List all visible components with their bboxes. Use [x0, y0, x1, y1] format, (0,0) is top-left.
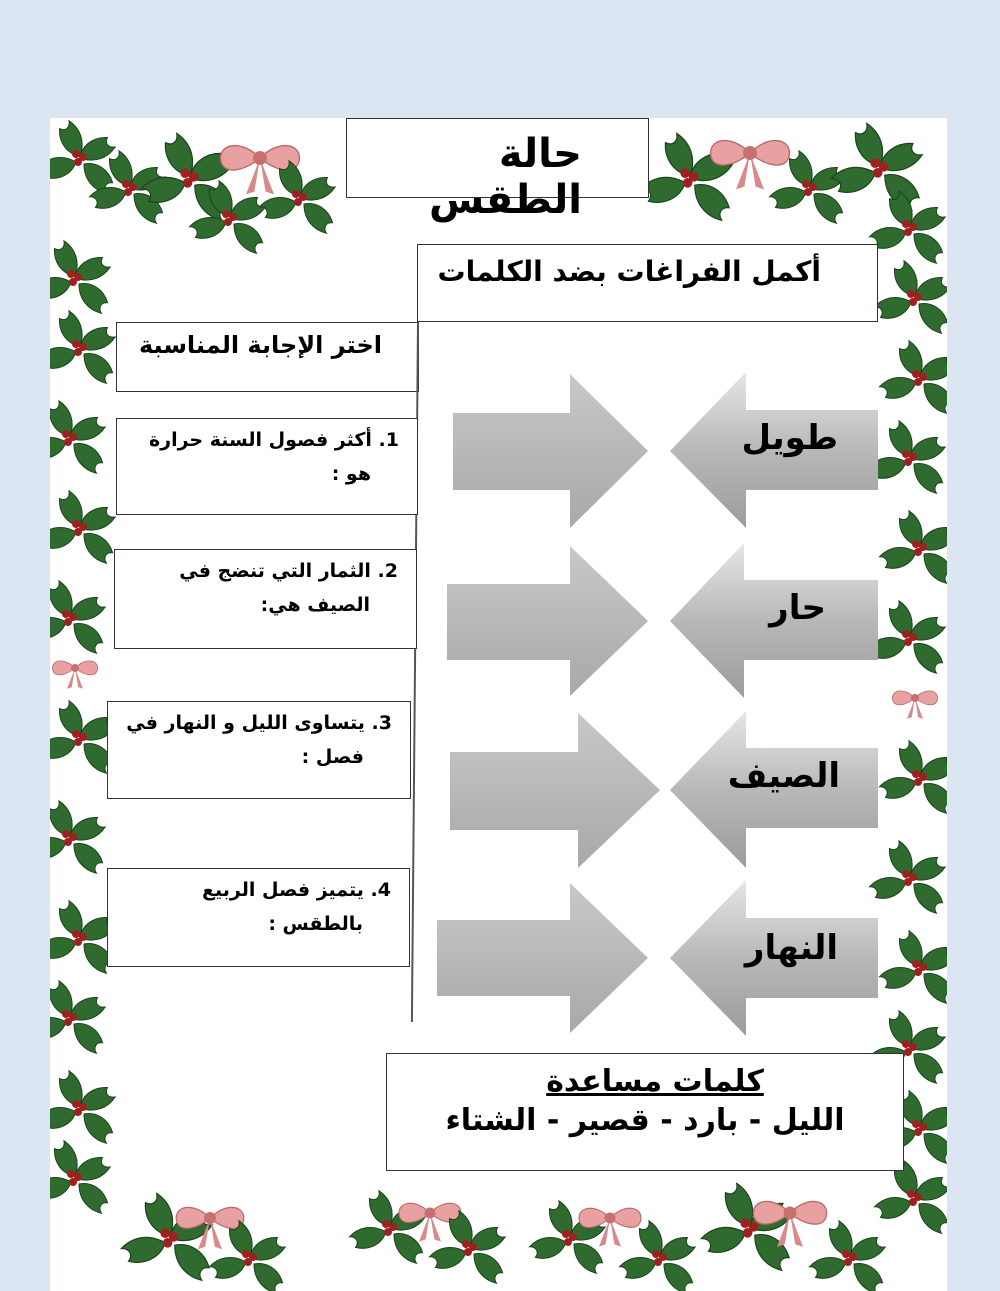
question-text: الثمار التي تنضج في [179, 560, 371, 582]
question-number: 3. [371, 712, 392, 734]
opposite-word-4: النهار [744, 928, 838, 968]
helper-words-title: كلمات مساعدة [546, 1064, 764, 1099]
answer-arrow-right[interactable] [450, 713, 660, 868]
opposite-word-2: حار [769, 588, 826, 628]
choose-answer-label: اختر الإجابة المناسبة [116, 322, 419, 392]
question-text: أكثر فصول السنة حرارة [148, 429, 372, 451]
question-text: يتميز فصل الربيع [202, 879, 364, 901]
question-text-line2: الصيف هي: [260, 594, 370, 616]
page-title: حالة الطقس [346, 118, 649, 198]
opposite-word-1: طويل [741, 418, 838, 458]
question-number: 4. [370, 879, 391, 901]
question-text-line2: فصل : [301, 746, 364, 768]
question-text: يتساوى الليل و النهار في [126, 712, 365, 734]
question-text-line2: بالطقس : [268, 913, 363, 935]
question-number: 2. [377, 560, 398, 582]
question-text-line2: هو : [331, 463, 371, 485]
helper-words-box [386, 1053, 904, 1171]
answer-arrow-right[interactable] [437, 883, 648, 1033]
answer-arrow-right[interactable] [447, 546, 648, 696]
worksheet [50, 118, 947, 1291]
question-number: 1. [378, 429, 399, 451]
helper-words-list: الليل - بارد - قصير - الشتاء [445, 1103, 845, 1138]
instruction-label: أكمل الفراغات بضد الكلمات [417, 244, 878, 322]
answer-arrow-right[interactable] [453, 374, 648, 528]
opposite-word-3: الصيف [727, 756, 840, 796]
